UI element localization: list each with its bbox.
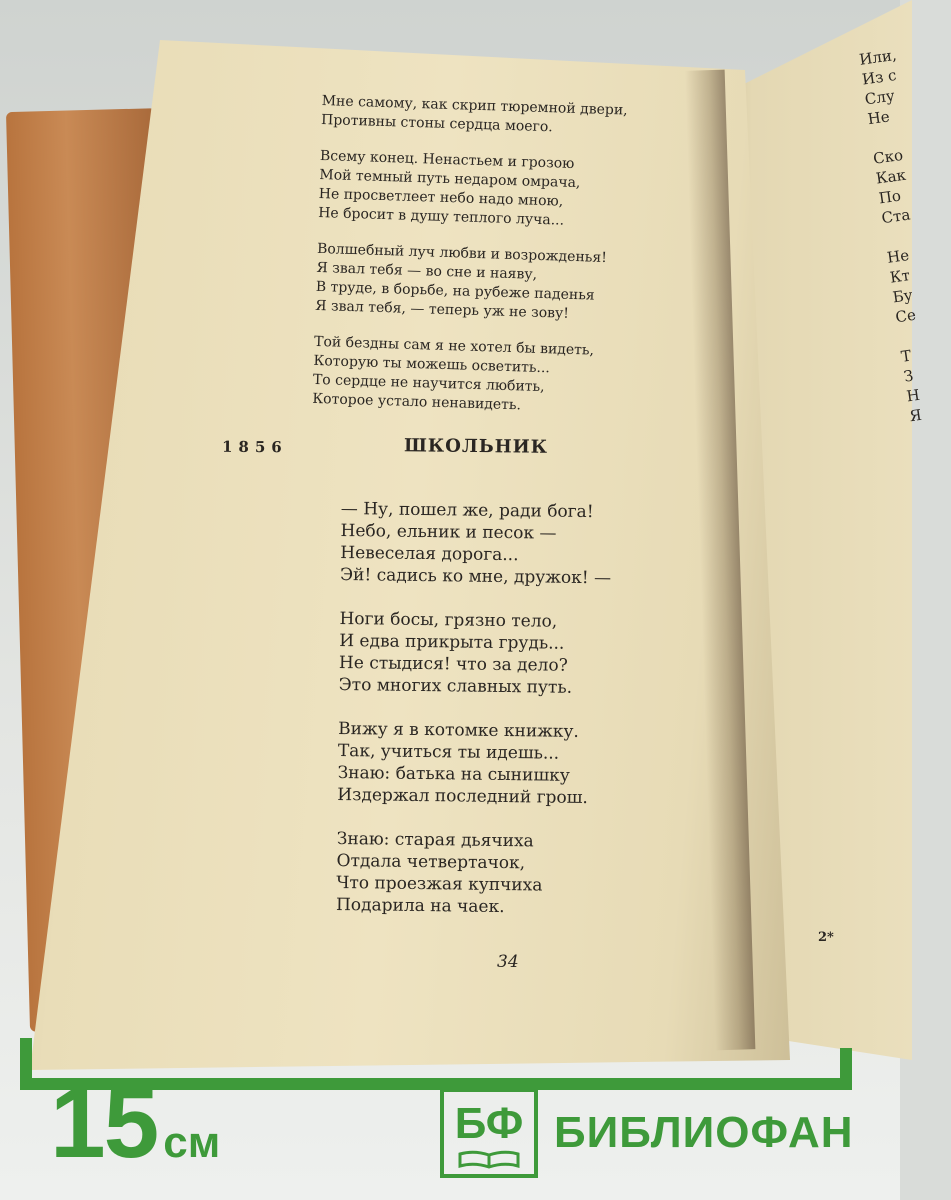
main-poem-stanza	[339, 608, 611, 699]
poem-line: То сердце не научится любить,	[312, 371, 545, 396]
poem-line-fragment: Не	[866, 107, 891, 129]
poem-line-fragment: Кт	[888, 266, 911, 287]
poem-line: Что проезжая купчиха	[336, 872, 543, 896]
poem-line-fragment: Н	[905, 385, 921, 406]
poem-line: Которую ты можешь осветить...	[313, 352, 551, 377]
poem-line: Волшебный луч любви и возрожденья!	[316, 240, 608, 267]
poem-line: Я звал тебя — во сне и наяву,	[316, 259, 538, 283]
poem-line: Я звал тебя, — теперь уж не зову!	[315, 297, 570, 322]
top-poem	[312, 92, 628, 435]
poem-line: Эй! садись ко мне, дружок! —	[339, 564, 612, 589]
poem-line: Всему конец. Ненастьем и грозою	[319, 147, 575, 172]
poem-line: Мне самому, как скрип тюремной двери,	[321, 92, 628, 119]
poem-line: Той бездны сам я не хотел бы видеть,	[313, 333, 595, 359]
bibliofan-logo	[440, 1088, 538, 1178]
poem-line: Так, учиться ты идешь...	[337, 740, 560, 764]
poem-line: Небо, ельник и песок —	[340, 520, 557, 544]
poem-line: Не стыдися! что за дело?	[338, 652, 568, 676]
poem-line-fragment: Бу	[891, 285, 914, 307]
scale-value: 15	[50, 1067, 158, 1179]
ruler-right-tick	[840, 1048, 852, 1090]
main-poem-stanza	[336, 828, 608, 919]
poem-year: 1856	[221, 437, 288, 457]
brand-name: БИБЛИОФАН	[554, 1108, 854, 1157]
poem-line-fragment: По	[877, 186, 903, 208]
logo-letters: БФ	[454, 1099, 524, 1148]
poem-line: Которое устало ненавидеть.	[312, 390, 522, 414]
poem-line-fragment: Т	[899, 346, 913, 366]
poem-line: Вижу я в котомке книжку.	[338, 718, 580, 742]
open-book-icon	[458, 1150, 520, 1168]
poem-line-fragment: Ста	[880, 205, 912, 228]
poem-line-fragment: З	[902, 366, 915, 386]
poem-line: Подарила на чаек.	[335, 894, 505, 918]
poem-line: Не просветлеет небо надо мною,	[318, 185, 564, 210]
poem-line-fragment: Ско	[872, 145, 905, 168]
poem-line: Не бросит в душу теплого луча...	[317, 204, 565, 229]
poem-line: — Ну, пошел же, ради бога!	[340, 498, 594, 523]
poem-line-fragment: Или,	[858, 45, 898, 69]
poem-line: Издержал последний грош.	[337, 784, 589, 809]
poem-line: Это многих славных путь.	[338, 674, 573, 698]
signature-mark: 2*	[818, 930, 834, 945]
poem-line-fragment: Се	[894, 305, 917, 327]
poem-line: И едва прикрыта грудь...	[339, 630, 565, 654]
top-poem-stanza	[315, 240, 623, 326]
poem-line-fragment: Не	[885, 245, 911, 267]
poem-line: Невеселая дорога...	[340, 542, 519, 566]
scale-label	[50, 1068, 220, 1178]
poem-line: Отдала четвертачок,	[336, 850, 526, 874]
poem-line: Противны стоны сердца моего.	[320, 111, 554, 136]
poem-line-fragment: Как	[874, 165, 907, 188]
poem-line-fragment: Слу	[863, 86, 896, 109]
poem-line: В труде, в борьбе, на рубеже паденья	[315, 278, 595, 304]
scale-unit: см	[163, 1118, 221, 1167]
poem-title: ШКОЛЬНИК	[403, 435, 549, 458]
poem-line-fragment: Из с	[860, 66, 898, 89]
poem-line: Мой темный путь недаром омрача,	[319, 166, 581, 192]
main-poem-stanza	[337, 718, 609, 809]
main-poem	[336, 498, 612, 941]
top-poem-stanza	[312, 333, 620, 419]
main-poem-stanza	[340, 498, 612, 589]
poem-line: Знаю: батька на сынишку	[337, 762, 570, 786]
poem-line-fragment: Я	[908, 405, 923, 426]
poem-line: Знаю: старая дьячиха	[336, 828, 534, 852]
page-number: 34	[497, 952, 519, 972]
poem-line: Ноги босы, грязно тело,	[339, 608, 558, 632]
top-poem-stanza	[318, 147, 626, 233]
